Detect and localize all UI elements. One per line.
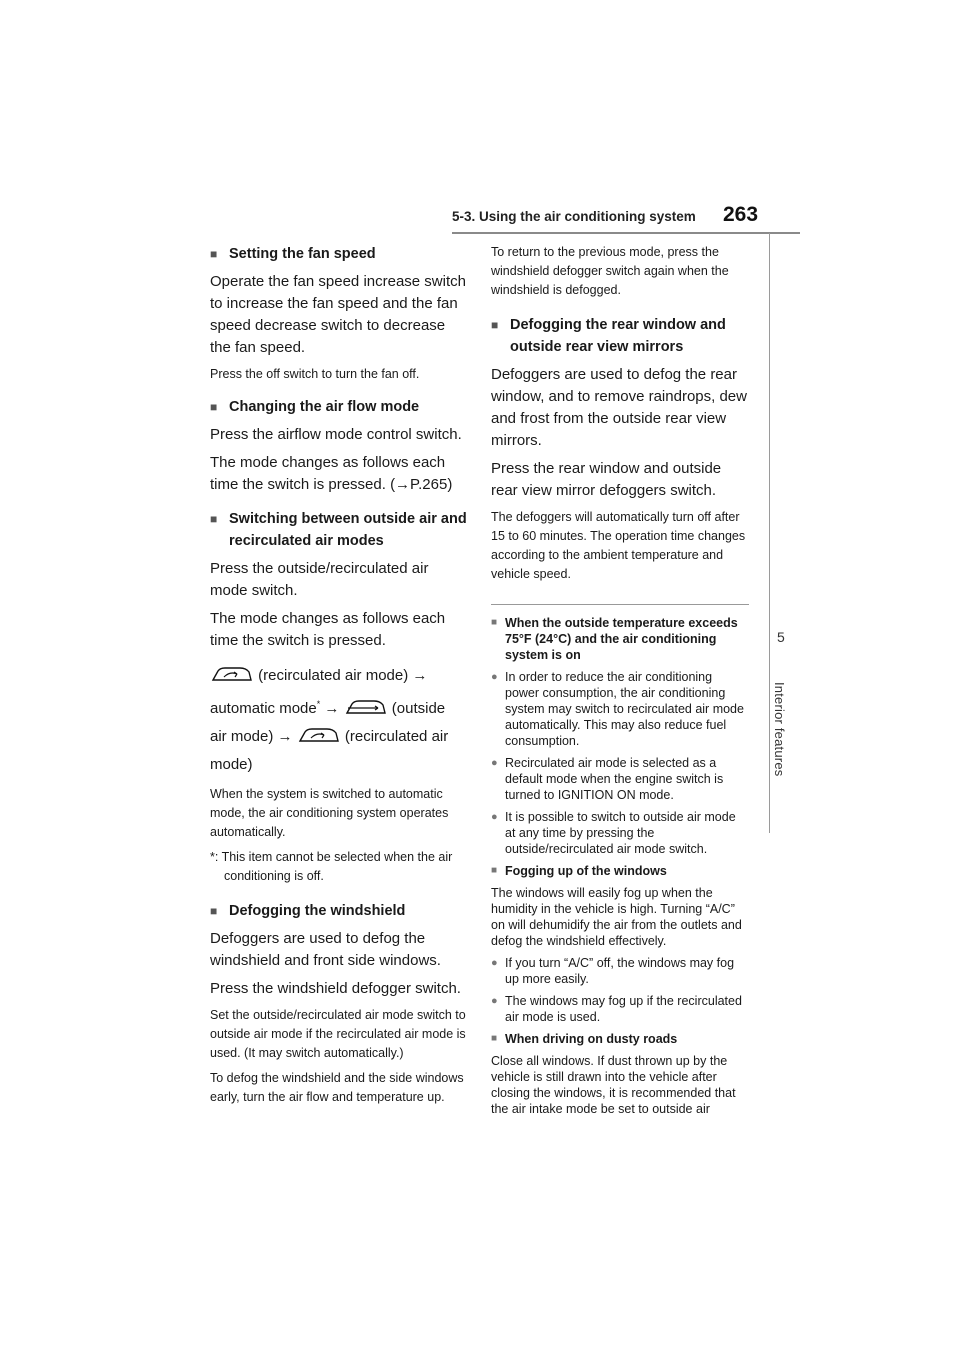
note-heading-dusty-roads: ■ When driving on dusty roads bbox=[491, 1031, 749, 1047]
rear-defog-note: The defoggers will automatically turn off after 15 to 60 minutes. The operation time changes according to the ambient temperature and vehicle speed. bbox=[491, 510, 746, 581]
defog-note-2: To defog the windshield and the side windows early, turn the air flow and temperature up. bbox=[210, 1071, 464, 1104]
seq-arrow: → bbox=[324, 700, 340, 717]
outside-air-icon bbox=[344, 699, 388, 715]
auto-mode-note: When the system is switched to automatic mode, the air conditioning system operates automatically. bbox=[210, 787, 449, 839]
seq-auto-label: automatic mode bbox=[210, 700, 317, 717]
seq-outside-label-a: (outside bbox=[391, 700, 446, 717]
chapter-number: 5 bbox=[777, 629, 785, 645]
note-bullet: ● The windows may fog up if the recirculated air mode is used. bbox=[491, 993, 749, 1025]
recirc-text-1: Press the outside/recirculated air mode switch. bbox=[210, 560, 429, 599]
right-column bbox=[491, 243, 749, 1123]
seq-recirc-end-a: (recirculated air bbox=[344, 728, 449, 745]
note-text-dusty-roads: Close all windows. If dust thrown up by the vehicle is still drawn into the vehicle after closing the windows, it is recommended that the air intake mode be set to outside air bbox=[491, 1054, 736, 1116]
recirc-heading: ■ Switching between outside air and recirculated air modes bbox=[210, 508, 468, 552]
note-heading-fogging: ■ Fogging up of the windows bbox=[491, 863, 749, 879]
seq-outside-label-b: air mode) → bbox=[210, 728, 293, 745]
recirc-text-2: The mode changes as follows each time the switch is pressed. bbox=[210, 610, 446, 649]
side-divider bbox=[769, 233, 770, 833]
header-rule bbox=[452, 232, 800, 234]
airflow-text-1: Press the airflow mode control switch. bbox=[210, 426, 462, 443]
chapter-title: Interior features bbox=[772, 682, 787, 777]
fan-off-note: Press the off switch to turn the fan off. bbox=[210, 367, 420, 381]
recirculated-air-icon bbox=[297, 727, 341, 743]
airflow-text-2: The mode changes as follows each time the switch is pressed. (→P.265) bbox=[210, 454, 453, 493]
rear-defog-heading: ■ Defogging the rear window and outside rear view mirrors bbox=[491, 314, 749, 358]
footnote-marker: * bbox=[316, 699, 321, 709]
note-heading-temperature: ■ When the outside temperature exceeds 75°F (24°C) and the air conditioning system is on bbox=[491, 615, 749, 663]
defog-note-1: Set the outside/recirculated air mode switch to outside air mode if the recirculated air mode is used. (It may switch automatically.) bbox=[210, 1008, 466, 1060]
defog-heading: ■ Defogging the windshield bbox=[210, 900, 468, 922]
page-number: 263 bbox=[723, 203, 759, 226]
note-bullet: ● In order to reduce the air conditioning power consumption, the air conditioning system may switch to recirculated air mode automatically. This may also reduce fuel consumption. bbox=[491, 669, 749, 749]
section-title: 5-3. Using the air conditioning system bbox=[452, 209, 696, 224]
defog-text-1: Defoggers are used to defog the windshield and front side windows. bbox=[210, 930, 441, 969]
note-bullet: ● It is possible to switch to outside air mode at any time by pressing the outside/recirculated air mode switch. bbox=[491, 809, 749, 857]
rear-defog-text-1: Defoggers are used to defog the rear window, and to remove raindrops, dew and frost from the outside rear view mirrors. bbox=[491, 366, 747, 449]
mode-sequence bbox=[210, 662, 468, 779]
recirculated-air-icon bbox=[210, 666, 254, 682]
fan-speed-text: Operate the fan speed increase switch to increase the fan speed and the fan speed decrease switch to decrease the fan speed. bbox=[210, 273, 466, 356]
return-note: To return to the previous mode, press the windshield defogger switch again when the windshield is defogged. bbox=[491, 245, 729, 297]
airflow-heading: ■ Changing the air flow mode bbox=[210, 396, 468, 418]
footnote: *: This item cannot be selected when the air conditioning is off. bbox=[210, 850, 453, 883]
notes-separator bbox=[491, 604, 749, 605]
rear-defog-text-2: Press the rear window and outside rear view mirror defoggers switch. bbox=[491, 460, 722, 499]
seq-recirc-label: (recirculated air mode) → bbox=[258, 667, 428, 684]
note-bullet: ● Recirculated air mode is selected as a default mode when the engine switch is turned to IGNITION ON mode. bbox=[491, 755, 749, 803]
seq-recirc-end-b: mode) bbox=[210, 756, 253, 773]
left-column bbox=[210, 243, 468, 1113]
fan-speed-heading: ■ Setting the fan speed bbox=[210, 243, 468, 265]
defog-text-2: Press the windshield defogger switch. bbox=[210, 980, 461, 997]
note-bullet: ● If you turn “A/C” off, the windows may fog up more easily. bbox=[491, 955, 749, 987]
note-text-fogging: The windows will easily fog up when the humidity in the vehicle is high. Turning “A/C” on will dehumidify the air from the outlets and defog the windshield effectively. bbox=[491, 886, 742, 948]
